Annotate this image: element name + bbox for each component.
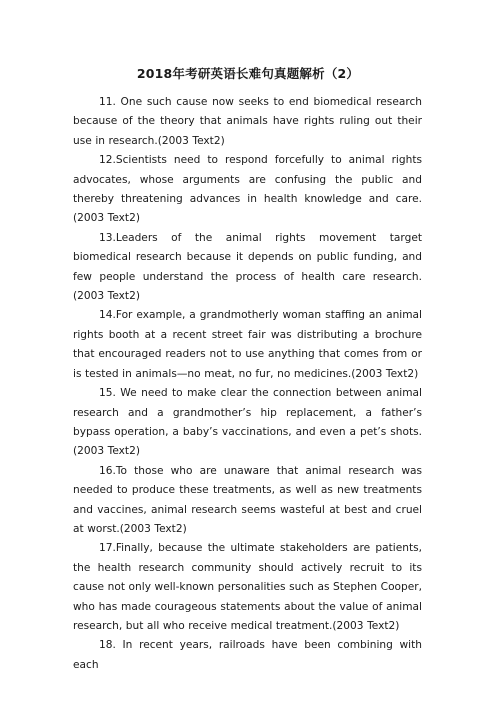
document-body	[73, 93, 422, 675]
paragraph-18: 18. In recent years, railroads have been combining with each	[73, 639, 422, 671]
paragraph-16: 16.To those who are unaware that animal research was needed to produce these treatments, as well as new treatments and vaccines, animal research seems wasteful at best and cruel at worst.(2003 Text2)	[73, 464, 422, 535]
paragraph-11: 11. One such cause now seeks to end biomedical research because of the theory that animals have rights ruling out their use in research.(2003 Text2)	[73, 96, 422, 147]
paragraph-15: 15. We need to make clear the connection between animal research and a grandmother’s hip replacement, a father’s bypass operation, a baby’s vaccinations, and even a pet’s shots.(2003 Text2)	[73, 387, 422, 458]
paragraph-14: 14.For example, a grandmotherly woman staffing an animal rights booth at a recent street fair was distributing a brochure that encouraged readers not to use anything that comes from or is tested in animals—no meat, no fur, no medicines.(2003 Text2)	[73, 309, 422, 380]
paragraph-17: 17.Finally, because the ultimate stakeholders are patients, the health research community should actively recruit to its cause not only well-known personalities such as Stephen Cooper, who has made courageous statements about the value of animal research, but all who receive medical treatment.(2003 Text2)	[73, 542, 422, 632]
paragraph-12: 12.Scientists need to respond forcefully to animal rights advocates, whose arguments are confusing the public and thereby threatening advances in health knowledge and care.(2003 Text2)	[73, 154, 422, 225]
paragraph-13: 13.Leaders of the animal rights movement target biomedical research because it depends on public funding, and few people understand the process of health care research.(2003 Text2)	[73, 231, 422, 303]
document-title: 2018年考研英语长难句真题解析（2）	[136, 66, 360, 81]
